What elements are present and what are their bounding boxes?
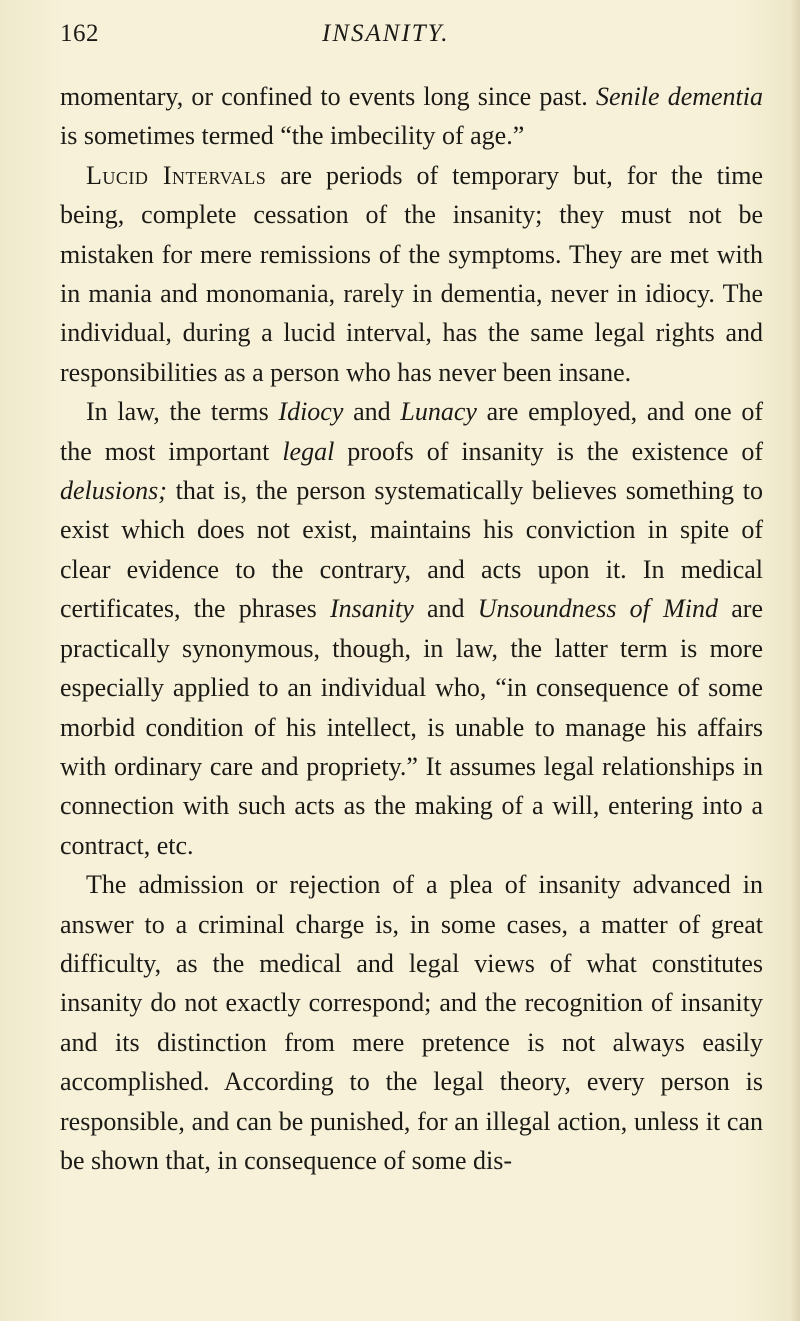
paragraph-4 <box>60 865 763 1180</box>
paragraph-2-text-b: are periods of temporary but, for the time being, complete cessation of the insanity; they must not be mistaken for mere remissions of the symptoms. They are met with in mania and monomania, rarely in dementia, never in idiocy. The individual, during a lucid interval, has the same legal rights and responsibilities as a person who has never been insane. <box>60 160 764 387</box>
paragraph-3-text-a: In law, the terms <box>86 397 279 427</box>
paragraph-1-text-c: is sometimes termed “the imbecility of age.” <box>60 121 525 151</box>
paragraph-4-text-a: The admission or rejection of a plea of insanity advanced in answer to a criminal charge is, in some cases, a matter of great difficulty, as the medical and legal views of what constitutes insanity do not exactly correspond; and the recognition of insanity and its distinction from mere pretence is not always easily accomplished. According to the legal theory, every person is responsible, and can be punished, for an illegal action, unless it can be shown that, in consequence of some dis- <box>60 870 763 1175</box>
term-lunacy: Lunacy <box>400 397 477 427</box>
term-idiocy: Idiocy <box>278 397 344 427</box>
running-title: INSANITY. <box>322 20 450 47</box>
paragraph-1 <box>60 77 763 156</box>
paragraph-3-text-k: and <box>413 594 478 624</box>
paragraph-3 <box>60 392 763 865</box>
page-header <box>60 20 760 60</box>
paragraph-3-text-c: and <box>343 397 401 427</box>
paragraph-3-text-e: are employed, and one of the most important <box>60 397 763 466</box>
page-edge-shadow <box>790 0 800 1321</box>
body-text <box>60 77 763 1180</box>
page-number: 162 <box>60 20 99 47</box>
term-unsoundness-of-mind: Unsoundness of Mind <box>477 594 719 624</box>
term-insanity: Insanity <box>329 594 414 624</box>
heading-lucid-intervals: Lucid Intervals <box>86 160 267 190</box>
term-legal: legal <box>282 436 335 466</box>
term-delusions: delusions; <box>60 476 167 506</box>
term-senile-dementia: Senile dementia <box>595 82 763 111</box>
paragraph-3-text-g: proofs of insanity is the existence of <box>334 436 763 466</box>
paragraph-2 <box>60 156 763 392</box>
paragraph-3-text-m: are practically synonymous, though, in law, the latter term is more especially applied to an individual who, “in consequence of some morbid condition of his intellect, is unable to manage his affairs with ordinary care and propriety.” It assumes legal relationships in connection with such acts as the making of a will, entering into a contract, etc. <box>60 594 763 860</box>
paragraph-3-text-i: that is, the person systematically believes something to exist which does not exist, maintains his conviction in spite of clear evidence to the contrary, and acts upon it. In medical certificates, the phrases <box>60 476 763 624</box>
paragraph-1-text-a: momentary, or confined to events long since past. <box>60 82 596 111</box>
